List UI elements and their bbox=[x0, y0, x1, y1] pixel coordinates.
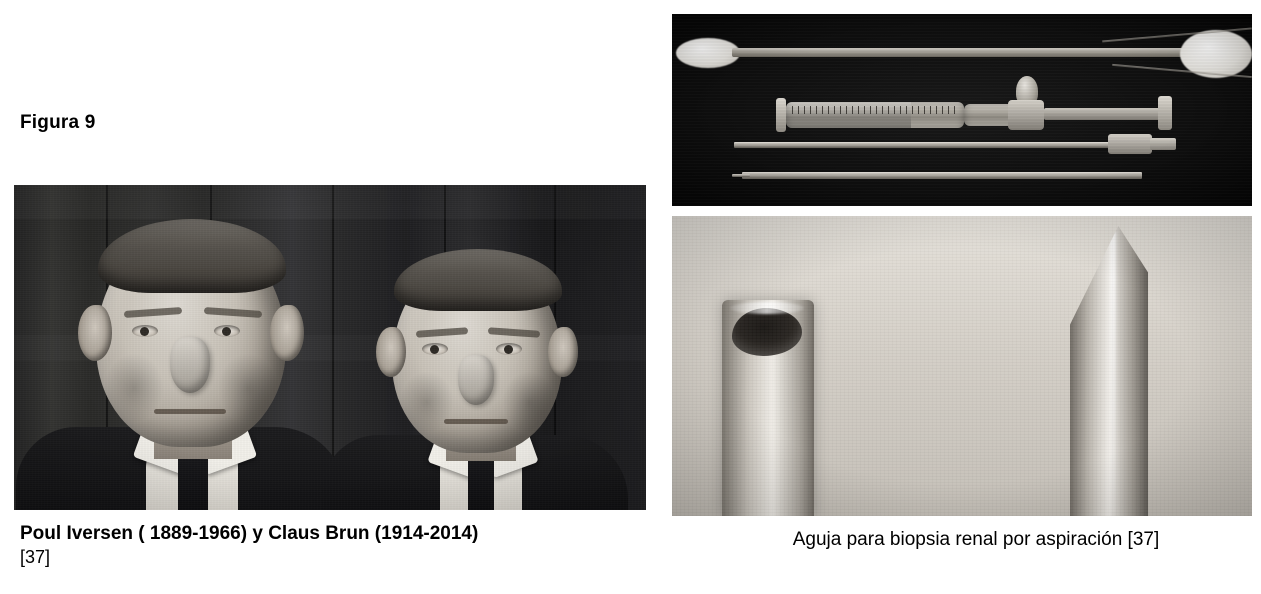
ear-left bbox=[376, 327, 406, 377]
aspiration-biopsy-needle-set-photo bbox=[672, 14, 1252, 206]
ear-left bbox=[78, 305, 112, 361]
eye-left bbox=[422, 343, 448, 355]
mouth bbox=[154, 409, 226, 414]
hair bbox=[394, 249, 562, 311]
cheek-shadow bbox=[104, 353, 164, 423]
right-figure-column bbox=[672, 0, 1252, 594]
portrait-photo-iversen-brun bbox=[14, 185, 646, 510]
hair bbox=[98, 219, 286, 293]
eye-right bbox=[214, 325, 240, 337]
figure-label: Figura 9 bbox=[20, 112, 96, 133]
eye-right bbox=[496, 343, 522, 355]
left-figure-column bbox=[14, 0, 644, 594]
mouth bbox=[444, 419, 508, 424]
portrait-caption-reference: [37] bbox=[20, 547, 51, 568]
person-left bbox=[42, 213, 332, 510]
ear-right bbox=[548, 327, 578, 377]
necktie bbox=[468, 453, 494, 510]
nose bbox=[170, 337, 210, 393]
needle-caption: Aguja para biopsia renal por aspiración [37] bbox=[792, 529, 1160, 550]
cheek-shadow bbox=[218, 353, 278, 423]
photo-grain bbox=[672, 216, 1252, 516]
needle-tip-closeup-photo bbox=[672, 216, 1252, 516]
cheek-shadow bbox=[400, 371, 454, 433]
portrait-caption-text: Poul Iversen ( 1889-1966) y Claus Brun (1914-2014) bbox=[20, 523, 479, 544]
photo-grain bbox=[672, 14, 1252, 206]
ear-right bbox=[270, 305, 304, 361]
nose bbox=[458, 355, 494, 405]
eye-left bbox=[132, 325, 158, 337]
person-right bbox=[344, 247, 606, 510]
cheek-shadow bbox=[502, 371, 556, 433]
portrait-caption bbox=[20, 522, 640, 569]
